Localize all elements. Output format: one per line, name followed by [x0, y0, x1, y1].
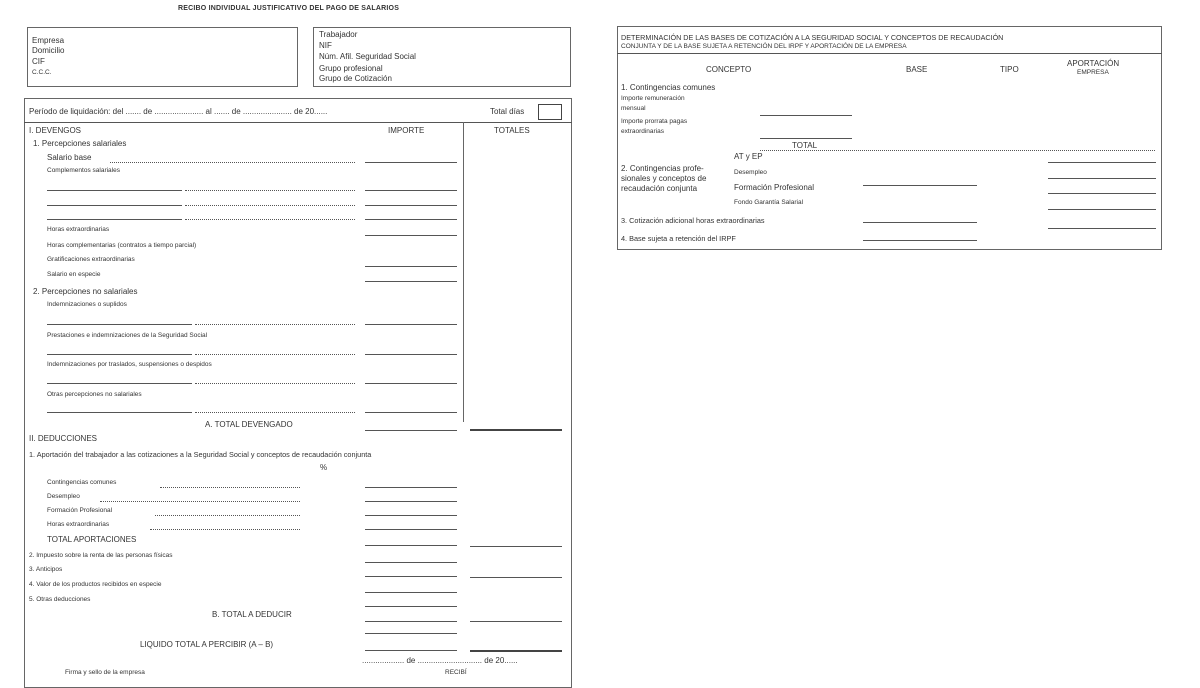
importe-line[interactable]: [365, 354, 457, 355]
ded-desempleo-label: Desempleo: [47, 493, 80, 500]
ded-contingencias-label: Contingencias comunes: [47, 479, 117, 486]
aportacion-field[interactable]: [1048, 193, 1156, 194]
bases-row-2b: sionales y conceptos de: [621, 174, 707, 183]
complemento-line-1[interactable]: [47, 190, 182, 191]
total-aportaciones-label: TOTAL APORTACIONES: [47, 535, 137, 544]
importe-line[interactable]: [365, 205, 457, 206]
importe-line[interactable]: [365, 576, 457, 577]
otras-percepciones-label: Otras percepciones no salariales: [47, 391, 142, 398]
dotted-line: [195, 412, 355, 413]
importe-line[interactable]: [365, 235, 457, 236]
dotted-line: [160, 487, 300, 488]
traslados-label: Indemnizaciones por traslados, suspensiones o despidos: [47, 361, 212, 368]
dotted-line: [150, 529, 300, 530]
bases-total: TOTAL: [792, 141, 818, 150]
base-field[interactable]: [863, 222, 977, 223]
fecha-line: ................... de ............................. de 20......: [362, 656, 518, 665]
grupo-profesional-label: Grupo profesional: [319, 64, 383, 73]
form-title: RECIBO INDIVIDUAL JUSTIFICATIVO DEL PAGO DE SALARIOS: [178, 5, 400, 12]
prestaciones-label: Prestaciones e indemnizaciones de la Seguridad Social: [47, 332, 208, 339]
bases-extraordinarias: extraordinarias: [621, 128, 664, 135]
bases-row-4: 4. Base sujeta a retención del IRPF: [621, 234, 736, 243]
ded-formacion-label: Formación Profesional: [47, 507, 113, 514]
col-empresa: EMPRESA: [1077, 69, 1109, 76]
horas-compl-label: Horas complementarias (contratos a tiempo parcial): [47, 242, 197, 249]
dotted-line: [195, 324, 355, 325]
importe-line[interactable]: [365, 487, 457, 488]
bases-title-2: CONJUNTA Y DE LA BASE SUJETA A RETENCIÓN DEL IRPF Y APORTACIÓN DE LA EMPRESA: [621, 43, 907, 50]
importe-line[interactable]: [365, 515, 457, 516]
col-concepto: CONCEPTO: [706, 65, 752, 74]
irpf-label: 2. Impuesto sobre la renta de las personas físicas: [29, 552, 173, 559]
bases-prorrata: Importe prorrata pagas: [621, 118, 688, 125]
otras-deducciones-label: 5. Otras deducciones: [29, 596, 91, 603]
importe-line[interactable]: [365, 650, 457, 651]
base-field[interactable]: [863, 185, 977, 186]
importe-line[interactable]: [365, 501, 457, 502]
horas-extra-label: Horas extraordinarias: [47, 226, 110, 233]
base-field[interactable]: [760, 138, 852, 139]
bases-fogasa: Fondo Garantía Salarial: [734, 199, 804, 206]
field-line[interactable]: [47, 412, 192, 413]
dotted-line: [185, 205, 355, 206]
importe-line[interactable]: [365, 430, 457, 431]
percepciones-no-salariales: 2. Percepciones no salariales: [33, 287, 138, 296]
col-tipo: TIPO: [1000, 65, 1019, 74]
col-aportacion: APORTACIÓN: [1067, 59, 1120, 68]
aportacion-field[interactable]: [1048, 162, 1156, 163]
total-devengado-label: A. TOTAL DEVENGADO: [205, 420, 293, 429]
dotted-line: [185, 190, 355, 191]
col-base: BASE: [906, 65, 928, 74]
importe-line[interactable]: [365, 162, 457, 163]
importe-line[interactable]: [365, 281, 457, 282]
totales-line[interactable]: [470, 546, 562, 547]
dotted-line: [760, 150, 1155, 151]
col-divider: [463, 122, 464, 422]
importe-line[interactable]: [365, 592, 457, 593]
base-field[interactable]: [863, 240, 977, 241]
complemento-line-3[interactable]: [47, 219, 182, 220]
trabajador-label: Trabajador: [319, 30, 358, 39]
domicilio-label: Domicilio: [32, 46, 65, 55]
dotted-line: [195, 354, 355, 355]
aportacion-field[interactable]: [1048, 228, 1156, 229]
liquido-field[interactable]: [470, 650, 562, 652]
totales-line[interactable]: [470, 577, 562, 578]
especie-label: 4. Valor de los productos recibidos en especie: [29, 581, 162, 588]
divider: [617, 53, 1162, 54]
importe-line[interactable]: [365, 529, 457, 530]
total-dias-field[interactable]: [538, 104, 562, 120]
bases-mensual: mensual: [621, 105, 646, 112]
divider: [24, 122, 572, 123]
base-field[interactable]: [760, 115, 852, 116]
importe-line[interactable]: [365, 633, 457, 634]
salario-base-label: Salario base: [47, 153, 92, 162]
at-ep-label: AT y EP: [734, 152, 763, 161]
complemento-line-2[interactable]: [47, 205, 182, 206]
importe-line[interactable]: [365, 190, 457, 191]
importe-line[interactable]: [365, 562, 457, 563]
bases-desempleo: Desempleo: [734, 169, 767, 176]
nif-label: NIF: [319, 41, 332, 50]
recibi-label: RECIBÍ: [445, 669, 467, 676]
salario-especie-label: Salario en especie: [47, 271, 101, 278]
firma-label: Firma y sello de la empresa: [65, 669, 145, 676]
bases-formacion: Formación Profesional: [734, 183, 815, 192]
total-dias-label: Total días: [490, 107, 525, 116]
aportacion-label: 1. Aportación del trabajador a las cotizaciones a la Seguridad Social y conceptos de recaudación conjunta: [29, 450, 372, 459]
anticipos-label: 3. Anticipos: [29, 566, 63, 573]
periodo-label: Período de liquidación: del ....... de ...................... al ....... de ...................... de 20......: [29, 107, 328, 116]
dotted-line: [185, 219, 355, 220]
bases-remuneracion: Importe remuneración: [621, 95, 685, 102]
aportacion-field[interactable]: [1048, 209, 1156, 210]
dotted-line: [110, 162, 355, 163]
col-totales: TOTALES: [494, 126, 530, 135]
importe-line[interactable]: [365, 324, 457, 325]
importe-line[interactable]: [365, 412, 457, 413]
ded-horas-extra-label: Horas extraordinarias: [47, 521, 110, 528]
importe-line[interactable]: [365, 545, 457, 546]
ccc-label: C.C.C.: [32, 69, 52, 76]
field-line[interactable]: [47, 383, 192, 384]
bases-row-2: 2. Contingencias profe-: [621, 164, 704, 173]
nss-label: Núm. Afil. Seguridad Social: [319, 52, 416, 61]
importe-line[interactable]: [365, 219, 457, 220]
empresa-label: Empresa: [32, 36, 65, 45]
dotted-line: [155, 515, 300, 516]
total-deducir-label: B. TOTAL A DEDUCIR: [212, 610, 292, 619]
importe-line[interactable]: [365, 266, 457, 267]
dotted-line: [195, 383, 355, 384]
indemnizaciones-label: Indemnizaciones o suplidos: [47, 301, 127, 308]
field-line[interactable]: [47, 354, 192, 355]
importe-line[interactable]: [365, 383, 457, 384]
grupo-cotizacion-label: Grupo de Cotización: [319, 74, 392, 83]
total-devengado-field[interactable]: [470, 429, 562, 431]
deducciones-heading: II. DEDUCCIONES: [29, 434, 98, 443]
gratificaciones-label: Gratificaciones extraordinarias: [47, 256, 135, 263]
liquido-label: LIQUIDO TOTAL A PERCIBIR (A – B): [140, 640, 274, 649]
aportacion-field[interactable]: [1048, 178, 1156, 179]
col-importe: IMPORTE: [388, 126, 425, 135]
bases-row-1: 1. Contingencias comunes: [621, 83, 716, 92]
percepciones-salariales: 1. Percepciones salariales: [33, 139, 127, 148]
empresa-box: [27, 27, 298, 87]
dotted-line: [100, 501, 300, 502]
bases-row-2c: recaudación conjunta: [621, 184, 698, 193]
pct-label: %: [320, 463, 328, 472]
complementos-label: Complementos salariales: [47, 167, 120, 174]
devengos-heading: I. DEVENGOS: [29, 126, 82, 135]
field-line[interactable]: [47, 324, 192, 325]
bases-row-3: 3. Cotización adicional horas extraordinarias: [621, 216, 765, 225]
total-deducir-field[interactable]: [470, 621, 562, 622]
importe-line[interactable]: [365, 621, 457, 622]
bases-title-1: DETERMINACIÓN DE LAS BASES DE COTIZACIÓN A LA SEGURIDAD SOCIAL Y CONCEPTOS DE RECAUDACIÓN: [621, 33, 1004, 42]
cif-label: CIF: [32, 57, 45, 66]
importe-line[interactable]: [365, 606, 457, 607]
